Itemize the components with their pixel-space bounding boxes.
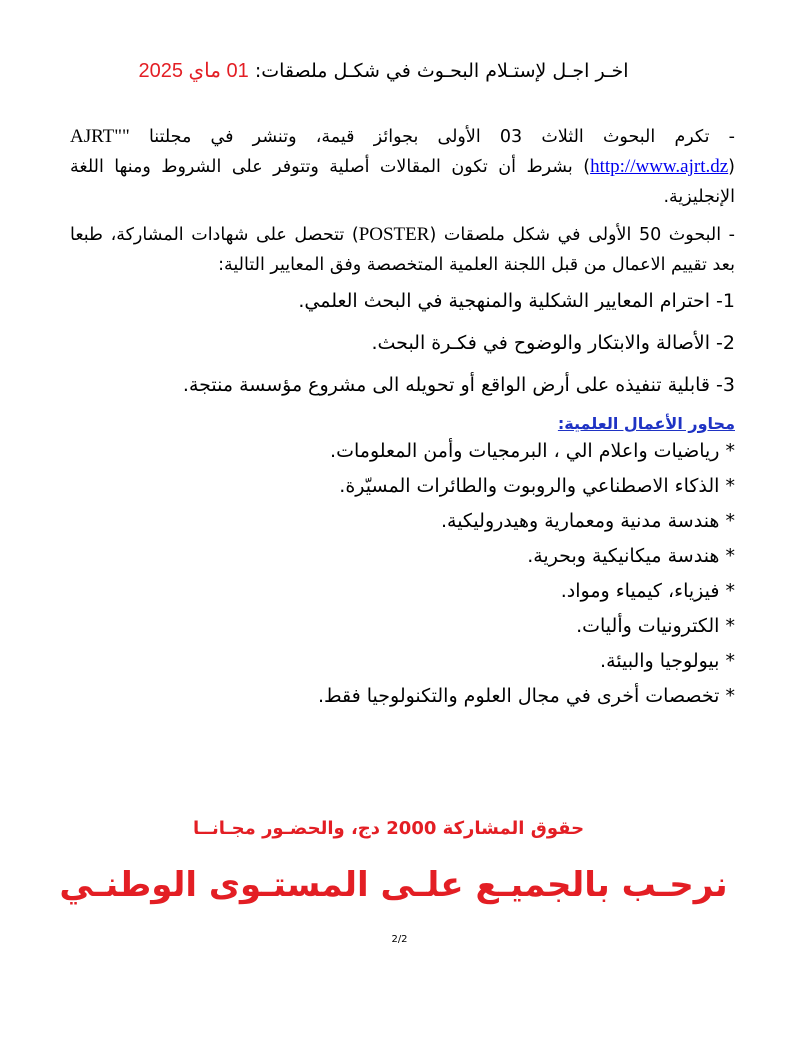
awards-paragraph	[70, 122, 735, 212]
poster-word: POSTER	[358, 224, 430, 245]
welcome-banner: نرحـب بالجميـع علـى المستـوى الوطنـي	[59, 865, 728, 905]
poster-conditions: ) تتحصل على شهادات المشاركة، طبعا بعد تقييم الاعمال من قبل اللجنة العلمية المتخصصة وفق المعايير التالية:	[70, 225, 735, 275]
axis-item: * تخصصات أخرى في مجال العلوم والتكنولوجيا فقط.	[317, 685, 735, 707]
axis-item: * هندسة ميكانيكية وبحرية.	[527, 545, 735, 567]
axis-item: * فيزياء، كيمياء ومواد.	[560, 580, 735, 602]
deadline-date: 01 ماي 2025	[138, 60, 249, 82]
axis-item: * الكترونيات وأليات.	[576, 615, 735, 637]
axis-item: * بيولوجيا والبيئة.	[600, 650, 735, 672]
participation-fees: حقوق المشاركة 2000 دج، والحضـور مجـانــا	[192, 818, 585, 839]
deadline-label: اخـر اجـل لإستـلام البحـوث في شكـل ملصقات:	[254, 60, 629, 82]
journal-name: "AJRT"	[70, 126, 130, 147]
axis-item: * هندسة مدنية ومعمارية وهيدروليكية.	[440, 510, 735, 532]
criterion-2: 2- الأصالة والابتكار والوضوح في فكـرة البحث.	[371, 332, 735, 354]
axis-item: * الذكاء الاصطناعي والروبوت والطائرات المسيّرة.	[339, 475, 735, 497]
criterion-1: 1- احترام المعايير الشكلية والمنهجية في البحث العلمي.	[298, 290, 735, 312]
awards-text: - تكرم البحوث الثلاث 03 الأولى بجوائز قيمة، وتنشر في مجلتنا	[129, 127, 735, 147]
page-number: 2/2	[391, 934, 408, 945]
paren-open: (	[583, 157, 591, 177]
journal-link[interactable]: http://www.ajrt.dz	[590, 156, 729, 177]
axes-title: محاور الأعمال العلمية:	[557, 414, 735, 433]
criterion-3: 3- قابلية تنفيذه على أرض الواقع أو تحويله الى مشروع مؤسسة منتجة.	[182, 374, 735, 396]
poster-paragraph	[70, 220, 735, 280]
main-content	[70, 122, 735, 719]
deadline-line	[0, 58, 807, 83]
axis-item: * رياضيات واعلام الي ، البرمجيات وأمن المعلومات.	[330, 440, 735, 462]
poster-text: - البحوث 50 الأولى في شكل ملصقات (	[429, 225, 735, 245]
awards-conditions: ) بشرط أن تكون المقالات أصلية وتتوفر على الشروط ومنها اللغة الإنجليزية.	[70, 157, 735, 207]
